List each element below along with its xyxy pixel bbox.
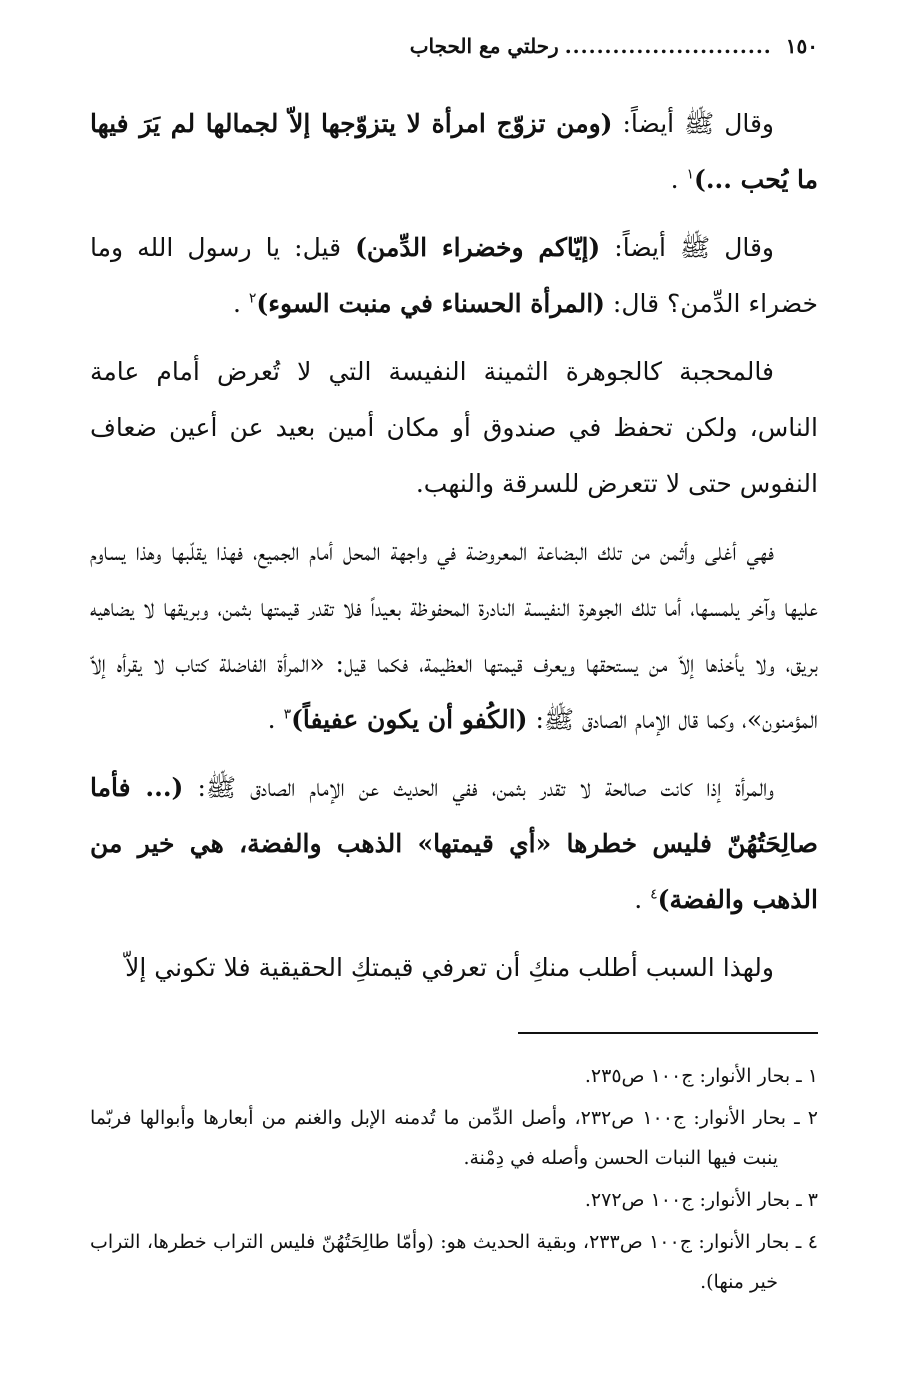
main-text [90, 96, 818, 996]
hadith-quote-3: (الكُفو أن يكون عفيفاً) [291, 705, 528, 734]
hadith-quote-2a: (إيّاكم وخضراء الدِّمن) [355, 233, 601, 262]
paragraph-5 [90, 760, 818, 928]
paragraph-4-end: . [267, 705, 284, 734]
paragraph-5-text: والمرأة إذا كانت صالحة لا تقدر بثمن، ففي الحديث عن الإمام الصادق ﷺ: [183, 773, 774, 802]
footnote-4: ٤ ـ بحار الأنوار: ج١٠٠ ص٢٣٣، وبقية الحديث هو: (وأمّا طالِحَتُهُنّ فليس التراب خطرها، التراب خير منها). [90, 1231, 818, 1293]
hadith-quote-2b: (المرأة الحسناء في منبت السوء) [256, 289, 605, 318]
paragraph-2-middle: قيل: يا رسول الله وما خضراء الدِّمن؟ قال: [90, 233, 818, 318]
paragraph-4 [90, 524, 818, 748]
paragraph-1-intro: وقال ﷺ أيضاً: [612, 109, 775, 138]
footnote-ref-1: ١ [686, 166, 694, 183]
hadith-quote-4: (... فأما صالِحَتُهُنّ فليس خطرها «أي قيمتها» الذهب والفضة، هي خير من الذهب والفضة) [90, 773, 818, 914]
running-header [90, 28, 818, 64]
paragraph-1-end: . [670, 165, 687, 194]
footnote-1: ١ ـ بحار الأنوار: ج١٠٠ ص٢٣٥. [584, 1065, 818, 1087]
book-title: رحلتي مع الحجاب [409, 34, 559, 58]
footnote-ref-2: ٢ [248, 290, 257, 307]
paragraph-6: ولهذا السبب أطلب منكِ أن تعرفي قيمتكِ الحقيقية فلا تكوني إلاّ [125, 953, 774, 982]
paragraph-4-text: فهي أغلى وأثمن من تلك البضاعة المعروضة في واجهة المحل أمام الجميع، فهذا يقلّبها وهذا يساوم عليها وآخر يلمسها، أما تلك الجوهرة النفيسة النادرة المحفوظة بعيداً فلا تقدر قيمتها بثمن، وبريقها لا يضاهيه بريق، ولا يأخذها إلاّ من يستحقها ويعرف قيمتها العظيمة، فكما قيل: «المرأة الفاضلة كتاب لا يقرأه إلاّ المؤمنون»، وكما قال الإمام الصادق ﷺ: [90, 537, 818, 734]
paragraph-1 [90, 96, 818, 208]
footnote-divider [518, 1032, 818, 1034]
footnote-2: ٢ ـ بحار الأنوار: ج١٠٠ ص٢٣٢، وأصل الدِّمن ما تُدمنه الإبل والغنم من أبعارها وأبوالها فربّما ينبت فيها النبات الحسن وأصله في دِمْنة. [90, 1107, 818, 1169]
paragraph-2 [90, 220, 818, 332]
paragraph-5-end: . [634, 885, 651, 914]
paragraph-2-end: . [232, 289, 249, 318]
header-leader-dots: .......................... [564, 34, 772, 58]
book-page [90, 28, 818, 1304]
paragraph-3: فالمحجبة كالجوهرة الثمينة النفيسة التي لا تُعرض أمام عامة الناس، ولكن تحفظ في صندوق أو مكان أمين بعيد عن أعين ضعاف النفوس حتى لا تتعرض للسرقة والنهب. [90, 357, 818, 498]
footnotes [90, 1056, 818, 1302]
hadith-quote-1: (ومن تزوّج امرأة لا يتزوّجها إلاّ لجمالها لم يَرَ فيها ما يُحب ...) [90, 109, 818, 194]
footnote-3: ٣ ـ بحار الأنوار: ج١٠٠ ص٢٧٢. [584, 1189, 818, 1211]
footnote-ref-4: ٤ [650, 886, 658, 903]
paragraph-2-intro: وقال ﷺ أيضاً: [600, 233, 775, 262]
footnote-ref-3: ٣ [283, 706, 292, 723]
page-number: ١٥٠ [785, 34, 818, 58]
